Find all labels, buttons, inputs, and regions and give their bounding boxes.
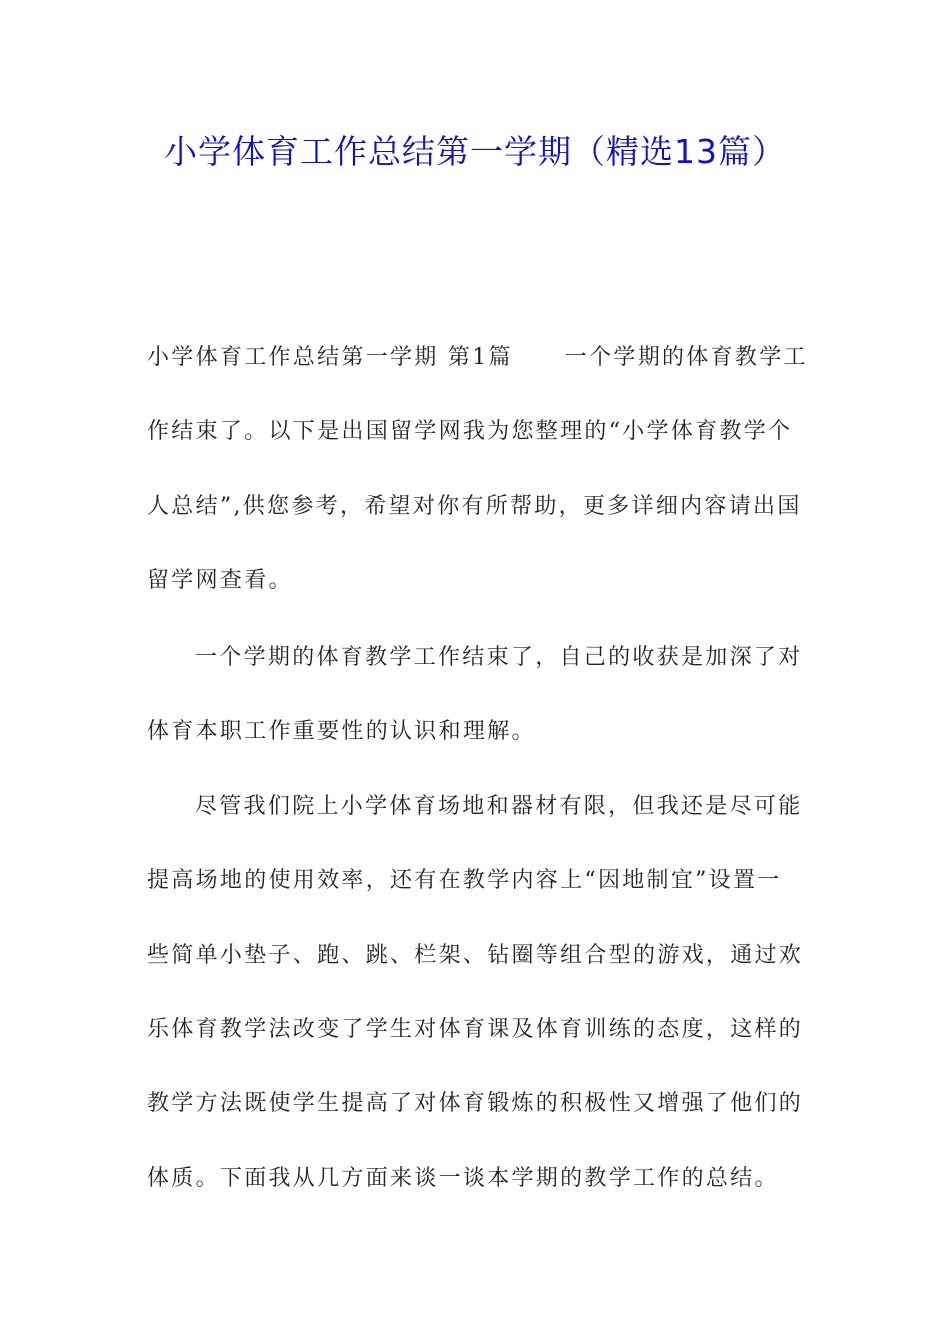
- text-line: 一个学期的体育教学工: [564, 345, 808, 370]
- paragraph-line: 留学网查看。: [147, 568, 293, 593]
- paragraph-line: 些简单小垫子、跑、跳、栏架、钻圈等组合型的游戏，通过欢: [147, 943, 804, 968]
- paragraph-line: 提高场地的使用效率，还有在教学内容上“因地制宜”设置一: [147, 868, 782, 893]
- paragraph-line: 体质。下面我从几方面来谈一谈本学期的教学工作的总结。: [147, 1166, 779, 1191]
- section-heading: 小学体育工作总结第一学期 第1篇: [147, 345, 513, 370]
- paragraph-line: 体育本职工作重要性的认识和理解。: [147, 719, 536, 744]
- document-title: 小学体育工作总结第一学期（精选13篇）: [164, 132, 786, 171]
- paragraph-line: 乐体育教学法改变了学生对体育课及体育训练的态度，这样的: [147, 1017, 804, 1042]
- paragraph-line: 一个学期的体育教学工作结束了，自己的收获是加深了对: [195, 645, 803, 670]
- paragraph-line: 作结束了。以下是出国留学网我为您整理的“小学体育教学个: [147, 419, 793, 444]
- paragraph-line: [147, 340, 808, 376]
- paragraph-line: 人总结”,供您参考，希望对你有所帮助，更多详细内容请出国: [147, 494, 802, 519]
- paragraph-line: 尽管我们院上小学体育场地和器材有限，但我还是尽可能: [195, 794, 803, 819]
- paragraph-line: 教学方法既使学生提高了对体育锻炼的积极性又增强了他们的: [147, 1091, 804, 1116]
